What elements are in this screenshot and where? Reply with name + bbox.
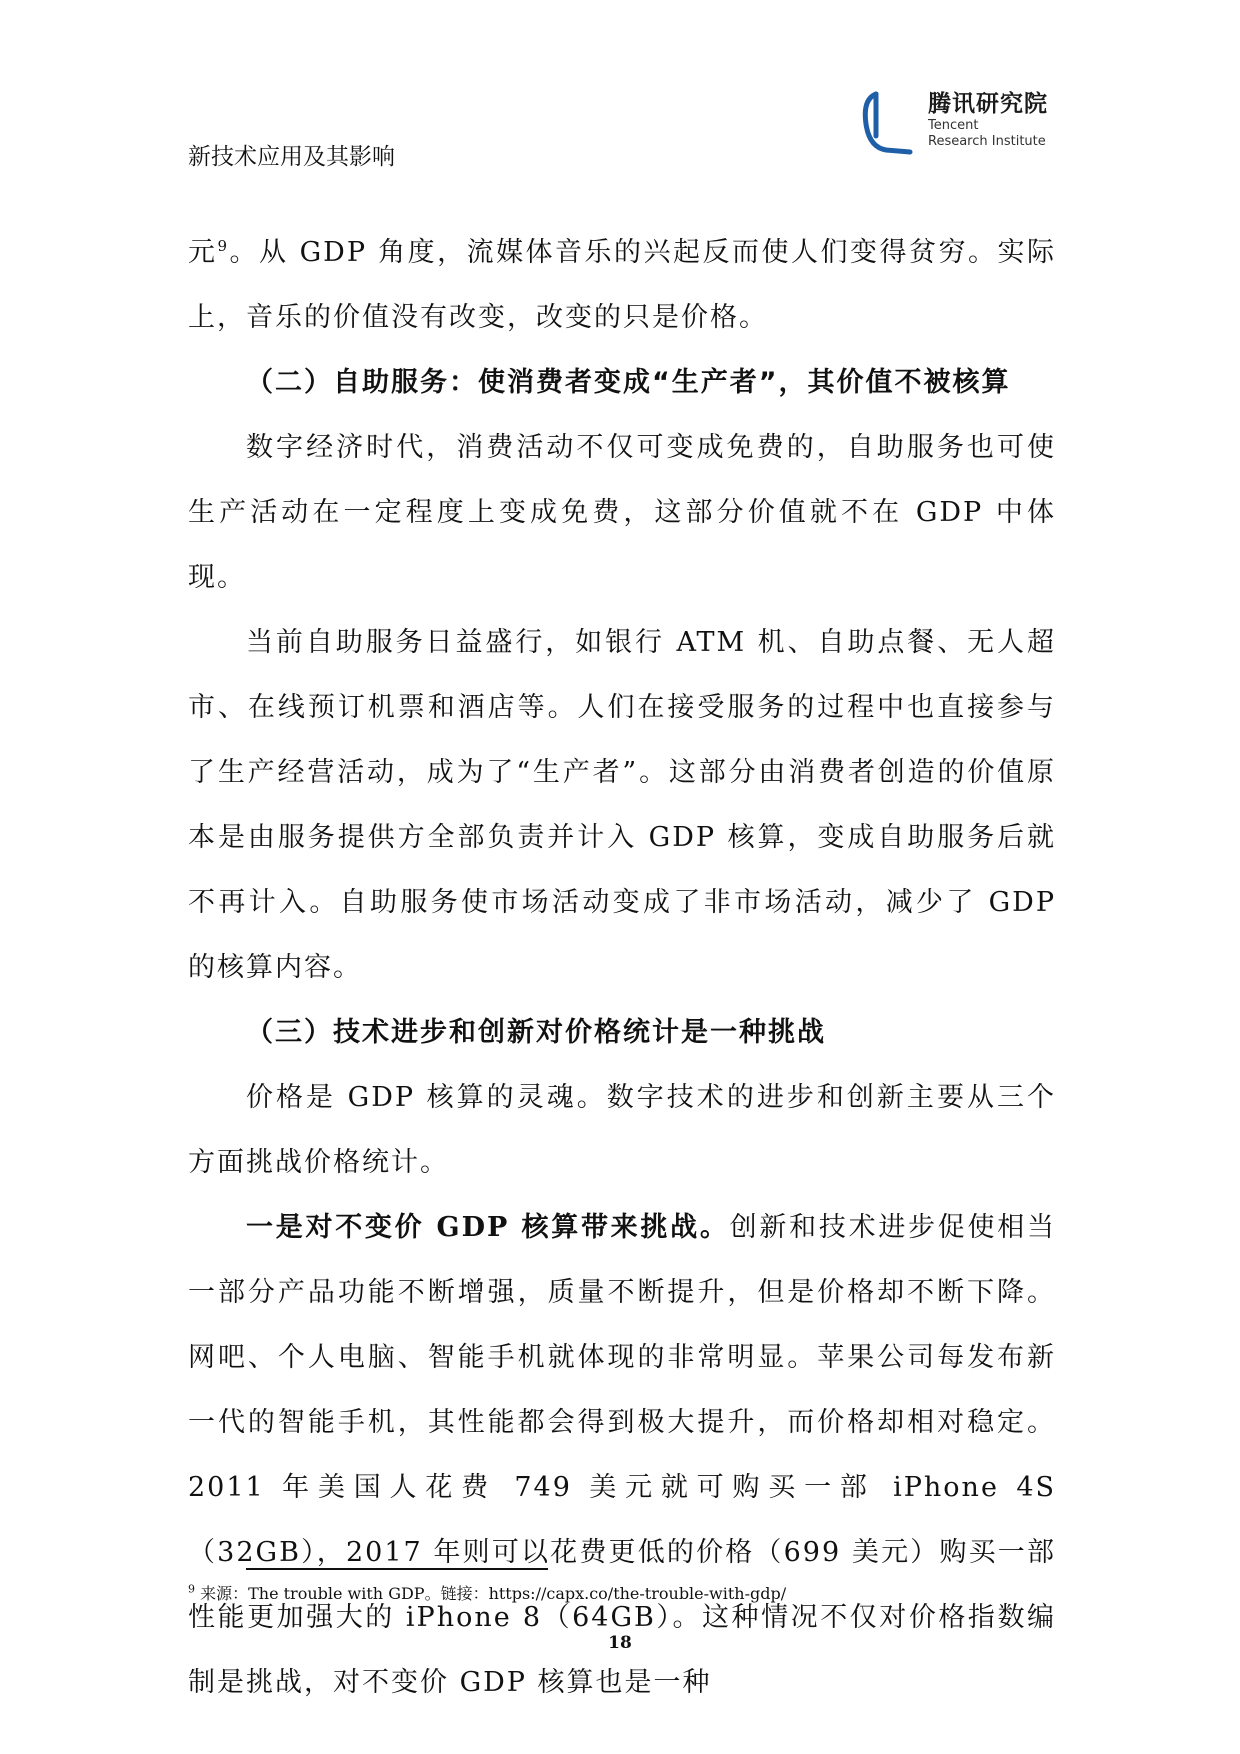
body-content: [188, 220, 1056, 1715]
section-heading-3: （三）技术进步和创新对价格统计是一种挑战: [246, 1017, 826, 1048]
paragraph-1: [188, 220, 1056, 350]
footnote-text: 来源：The trouble with GDP。链接：https://capx.co/the-trouble-with-gdp/: [200, 1584, 787, 1603]
footnote-reference: 9: [217, 237, 230, 255]
footnote: [188, 1583, 786, 1605]
logo-text: [928, 90, 1048, 150]
running-header-title: 新技术应用及其影响: [188, 144, 395, 170]
tencent-research-logo: [862, 88, 1062, 158]
logo-english-line-1: Tencent: [928, 118, 979, 133]
section-heading-2: （二）自助服务：使消费者变成“生产者”，其价值不被核算: [246, 367, 1011, 398]
footnote-divider: [246, 1568, 548, 1570]
paragraph-1-text: 。从 GDP 角度，流媒体音乐的兴起反而使人们变得贫穷。实际上，音乐的价值没有改变，改变的只是价格。: [188, 237, 1057, 333]
page-number: 18: [608, 1633, 632, 1653]
logo-chinese-name: 腾讯研究院: [928, 91, 1048, 117]
footnote-number: 9: [188, 1582, 195, 1596]
paragraph-2: 数字经济时代，消费活动不仅可变成免费的，自助服务也可使生产活动在一定程度上变成免费，这部分价值就不在 GDP 中体现。: [188, 432, 1056, 593]
paragraph-5-lead: 一是对不变价 GDP 核算带来挑战。: [246, 1212, 730, 1243]
paragraph-3: 当前自助服务日益盛行，如银行 ATM 机、自助点餐、无人超市、在线预订机票和酒店等。人们在接受服务的过程中也直接参与了生产经营活动，成为了“生产者”。这部分由消费者创造的价值原本是由服务提供方全部负责并计入 GDP 核算，变成自助服务后就不再计入。自助服务使市场活动变成了非市场活动，减少了 GDP 的核算内容。: [188, 627, 1056, 983]
paragraph-1-prefix: 元: [188, 237, 218, 268]
paragraph-5-text: 创新和技术进步促使相当一部分产品功能不断增强，质量不断提升，但是价格却不断下降。网吧、个人电脑、智能手机就体现的非常明显。苹果公司每发布新一代的智能手机，其性能都会得到极大提升，而价格却相对稳定。2011 年美国人花费 749 美元就可购买一部 iPhone 4S（32GB），2017 年则可以花费更低的价格（699 美元）购买一部性能更加强大的 iPhone 8（64GB）。这种情况不仅对价格指数编制是挑战，对不变价 GDP 核算也是一种: [188, 1212, 1057, 1698]
paragraph-4: 价格是 GDP 核算的灵魂。数字技术的进步和创新主要从三个方面挑战价格统计。: [188, 1082, 1056, 1178]
logo-english-line-2: Research Institute: [928, 134, 1046, 149]
logo-mark-icon: [862, 88, 918, 158]
